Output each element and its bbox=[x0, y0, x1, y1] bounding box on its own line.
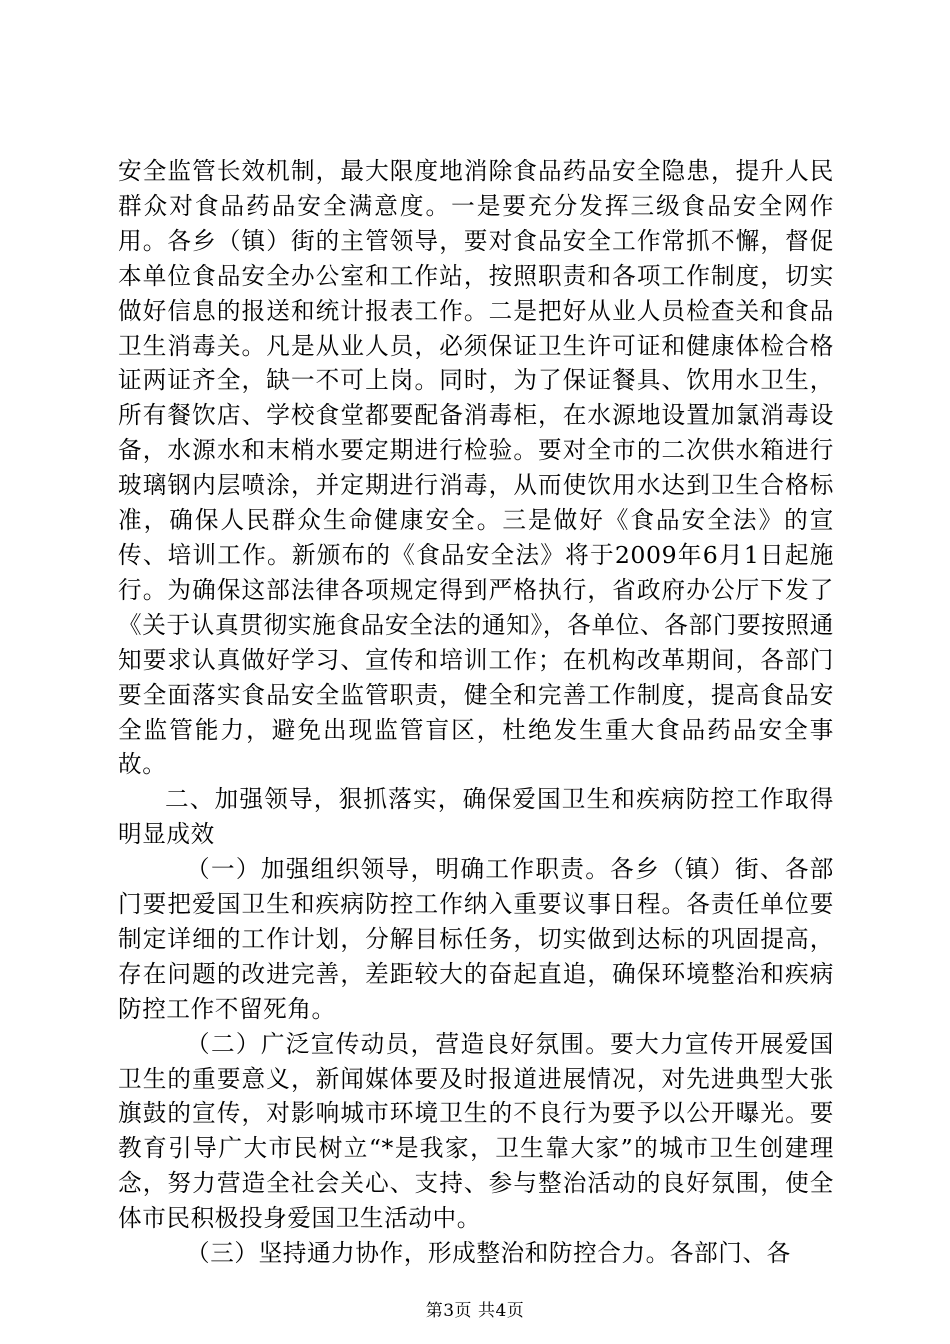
page-footer: 第3页 共4页 bbox=[425, 1301, 525, 1321]
body-paragraph-subsection-3: （三）坚持通力协作，形成整治和防控合力。各部门、各 bbox=[186, 1239, 791, 1268]
body-paragraph-subsection-1: （一）加强组织领导，明确工作职责。各乡（镇）街、各部门要把爱国卫生和疾病防控工作纳入重要议事日程。各责任单位要制定详细的工作计划，分解目标任务，切实做到达标的巩固提高，存在问题的改进完善，差距较大的奋起直追，确保环境整治和疾病防控工作不留死角。 bbox=[118, 855, 834, 1023]
section-heading-2: 二、加强领导，狠抓落实，确保爱国卫生和疾病防控工作取得明显成效 bbox=[118, 785, 834, 849]
document-body bbox=[118, 154, 834, 1271]
body-paragraph-subsection-2: （二）广泛宣传动员，营造良好氛围。要大力宣传开展爱国卫生的重要意义，新闻媒体要及时报道进展情况，对先进典型大张旗鼓的宣传，对影响城市环境卫生的不良行为要予以公开曝光。要教育引导广大市民树立“*是我家，卫生靠大家”的城市卫生创建理念，努力营造全社会关心、支持、参与整治活动的良好氛围，使全体市民积极投身爱国卫生活动中。 bbox=[118, 1029, 834, 1233]
body-paragraph-continued: 安全监管长效机制，最大限度地消除食品药品安全隐患，提升人民群众对食品药品安全满意度。一是要充分发挥三级食品安全网作用。各乡（镇）街的主管领导，要对食品安全工作常抓不懈，督促本单位食品安全办公室和工作站，按照职责和各项工作制度，切实做好信息的报送和统计报表工作。二是把好从业人员检查关和食品卫生消毒关。凡是从业人员，必须保证卫生许可证和健康体检合格证两证齐全，缺一不可上岗。同时，为了保证餐具、饮用水卫生，所有餐饮店、学校食堂都要配备消毒柜，在水源地设置加氯消毒设备，水源水和末梢水要定期进行检验。要对全市的二次供水箱进行玻璃钢内层喷涂，并定期进行消毒，从而使饮用水达到卫生合格标准，确保人民群众生命健康安全。三是做好《食品安全法》的宣传、培训工作。新颁布的《食品安全法》将于2009年6月1日起施行。为确保这部法律各项规定得到严格执行，省政府办公厅下发了《关于认真贯彻实施食品安全法的通知》，各单位、各部门要按照通知要求认真做好学习、宣传和培训工作；在机构改革期间，各部门要全面落实食品安全监管职责，健全和完善工作制度，提高食品安全监管能力，避免出现监管盲区，杜绝发生重大食品药品安全事故。 bbox=[118, 157, 834, 779]
